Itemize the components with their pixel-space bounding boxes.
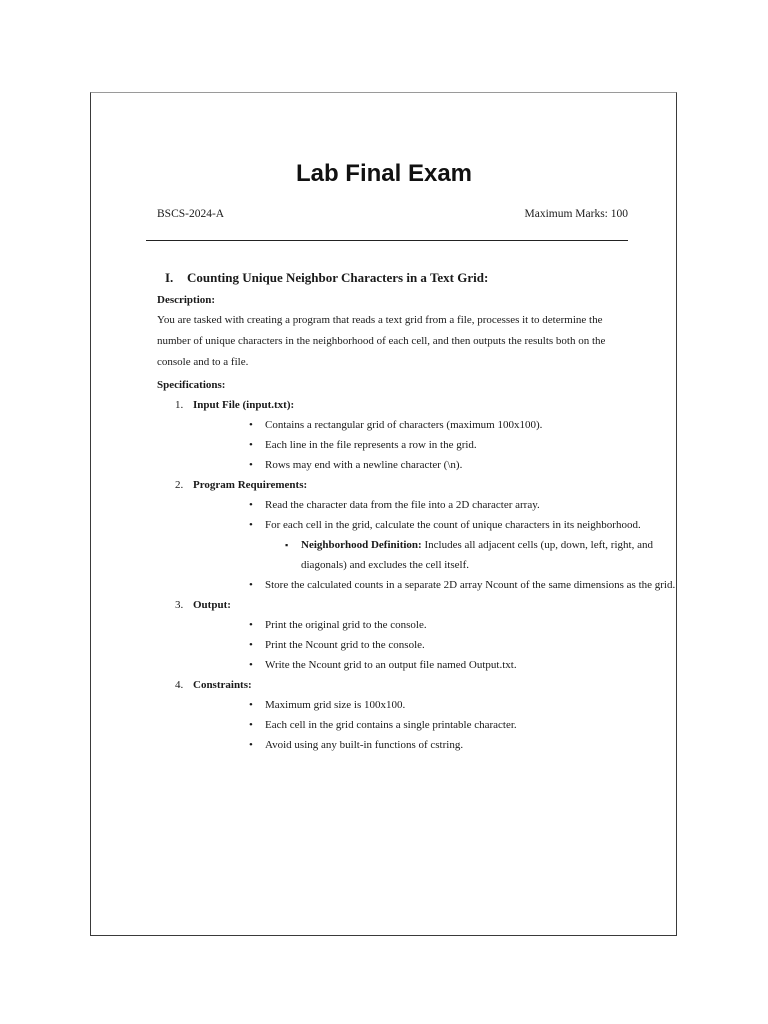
list-item: • Store the calculated counts in a separate 2D array Ncount of the same dimensions as the grid. [229, 575, 685, 595]
sub-item-label: Neighborhood Definition: [301, 539, 422, 551]
spec-number: 3. [175, 599, 184, 611]
spec-bullets [193, 415, 637, 475]
spec-number: 2. [175, 479, 184, 491]
spec-heading: Output: [193, 599, 231, 611]
specifications-list [157, 395, 676, 755]
list-item: • Maximum grid size is 100x100. [229, 695, 685, 715]
question-number: I. [165, 270, 174, 285]
list-item: • Each cell in the grid contains a single printable character. [229, 715, 685, 735]
list-item: • Write the Ncount grid to an output file named Output.txt. [229, 655, 685, 675]
class-code: BSCS-2024-A [157, 208, 225, 220]
spec-number: 1. [175, 399, 184, 411]
spec-item-output [157, 595, 637, 675]
list-item-text: For each cell in the grid, calculate the count of unique characters in its neighborhood. [265, 519, 641, 531]
list-item: • Contains a rectangular grid of characters (maximum 100x100). [229, 415, 685, 435]
sub-item-text: Includes all adjacent cells (up, down, left, right, and diagonals) and excludes the cell itself. [301, 539, 653, 571]
spec-heading: Constraints: [193, 679, 252, 691]
neighborhood-definition-item [283, 535, 677, 575]
spec-item-program-requirements [157, 475, 676, 595]
spec-heading: Program Requirements: [193, 479, 308, 491]
description-text: You are tasked with creating a program that reads a text grid from a file, processes it to determine the number of unique characters in the neighborhood of each cell, and then outputs the results both on the console and to a file. [157, 314, 606, 368]
spec-heading: Input File (input.txt): [193, 399, 295, 411]
header-divider [146, 240, 628, 241]
specifications-label: Specifications: [157, 379, 226, 391]
spec-bullets [193, 495, 676, 595]
document-title: Lab Final Exam [295, 160, 473, 187]
sub-bullets [265, 535, 685, 575]
question-section [157, 268, 676, 755]
spec-bullets [193, 615, 637, 675]
list-item: • Print the original grid to the console. [229, 615, 685, 635]
question-heading [165, 268, 637, 288]
description-label: Description: [157, 294, 216, 306]
spec-item-constraints [157, 675, 637, 755]
spec-item-input-file [157, 395, 637, 475]
spec-bullets [193, 695, 637, 755]
list-item: • Rows may end with a newline character (\n). [229, 455, 685, 475]
question-title: Counting Unique Neighbor Characters in a Text Grid: [187, 270, 489, 285]
max-marks: Maximum Marks: 100 [524, 208, 628, 220]
list-item: • Each line in the file represents a row in the grid. [229, 435, 685, 455]
list-item: • Read the character data from the file into a 2D character array. [229, 495, 685, 515]
spec-number: 4. [175, 679, 184, 691]
list-item [229, 515, 685, 575]
list-item: • Print the Ncount grid to the console. [229, 635, 685, 655]
list-item: • Avoid using any built-in functions of cstring. [229, 735, 685, 755]
